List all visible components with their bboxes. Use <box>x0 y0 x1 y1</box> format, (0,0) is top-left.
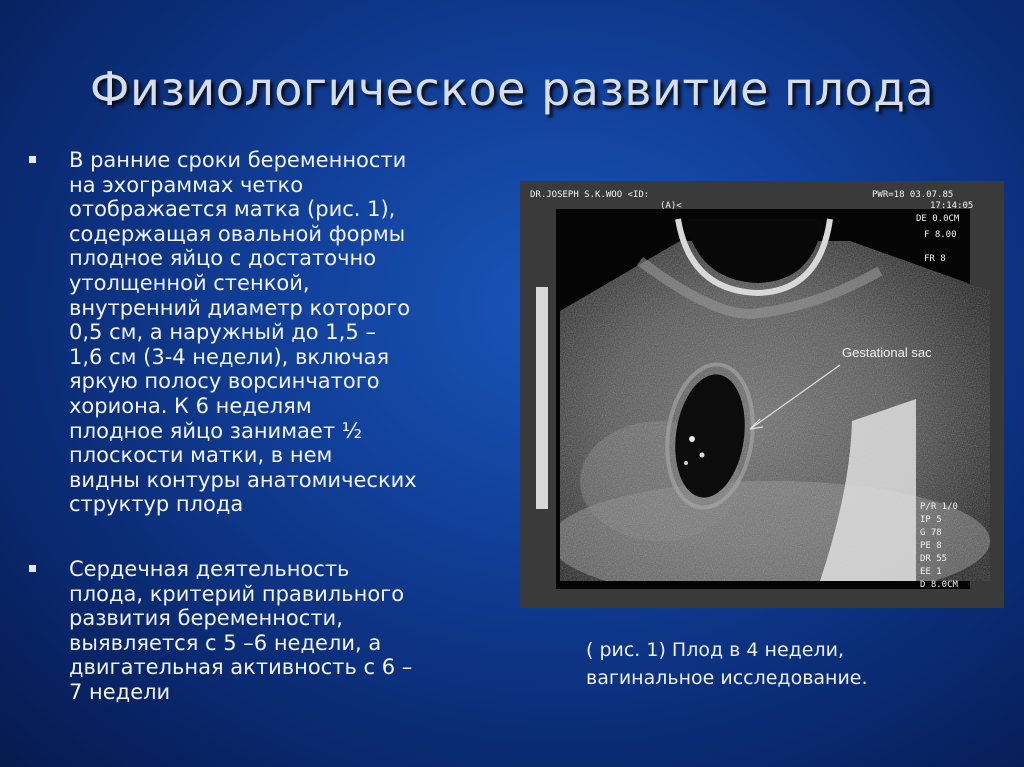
setting-bottom-label: IP 5 <box>920 515 942 525</box>
slide-title: Физиологическое развитие плода <box>89 62 935 116</box>
bullet-marker <box>29 156 36 163</box>
setting-bottom-label: DR 55 <box>920 554 948 564</box>
header-sub-label: (A)< <box>660 201 682 211</box>
setting-bottom-label: EE 1 <box>920 567 942 577</box>
setting-bottom-label: PE 8 <box>920 541 942 551</box>
bullet-item-2 <box>26 557 506 705</box>
figure-caption: ( рис. 1) Плод в 4 недели, вагинальное исследование. <box>586 639 868 689</box>
ultrasound-image <box>520 181 1004 608</box>
setting-bottom-label: P/R 1/0 <box>920 502 958 512</box>
header-right-label: PWR=18 03.07.85 <box>872 190 954 200</box>
bullet-item-1 <box>26 148 506 517</box>
ultrasound-scan <box>520 181 1004 608</box>
setting-bottom-label: D 8.0CM <box>920 580 958 590</box>
setting-top-label: FR 8 <box>924 254 946 264</box>
annotation-gestational-sac: Gestational sac <box>842 345 932 360</box>
setting-top-label: DE 0.0CM <box>916 214 960 224</box>
bullet-marker <box>29 565 36 572</box>
header-left-label: DR.JOSEPH S.K.WOO <ID: <box>530 190 650 200</box>
setting-bottom-label: G 78 <box>920 528 942 538</box>
header-time-label: 17:14:05 <box>930 201 974 211</box>
setting-top-label: F 8.00 <box>924 230 957 240</box>
bullet-text-2: Сердечная деятельность плода, критерий правильного развития беременности, выявляется с 5 –6 недели, а двигательная активность с 6 – 7 недели <box>69 557 413 704</box>
bullet-text-1: В ранние сроки беременности на эхограммах четко отображается матка (рис. 1), содержащая овальной формы плодное яйцо с достаточно утолщенной стенкой, внутренний диаметр которого 0,5 см, а наружный до 1,5 – 1,6 см (3-4 недели), включая яркую полосу ворсинчатого хориона. К 6 неделям плодное яйцо занимает ½ плоскости матки, в нем видны контуры анатомических структур плода <box>69 148 417 517</box>
